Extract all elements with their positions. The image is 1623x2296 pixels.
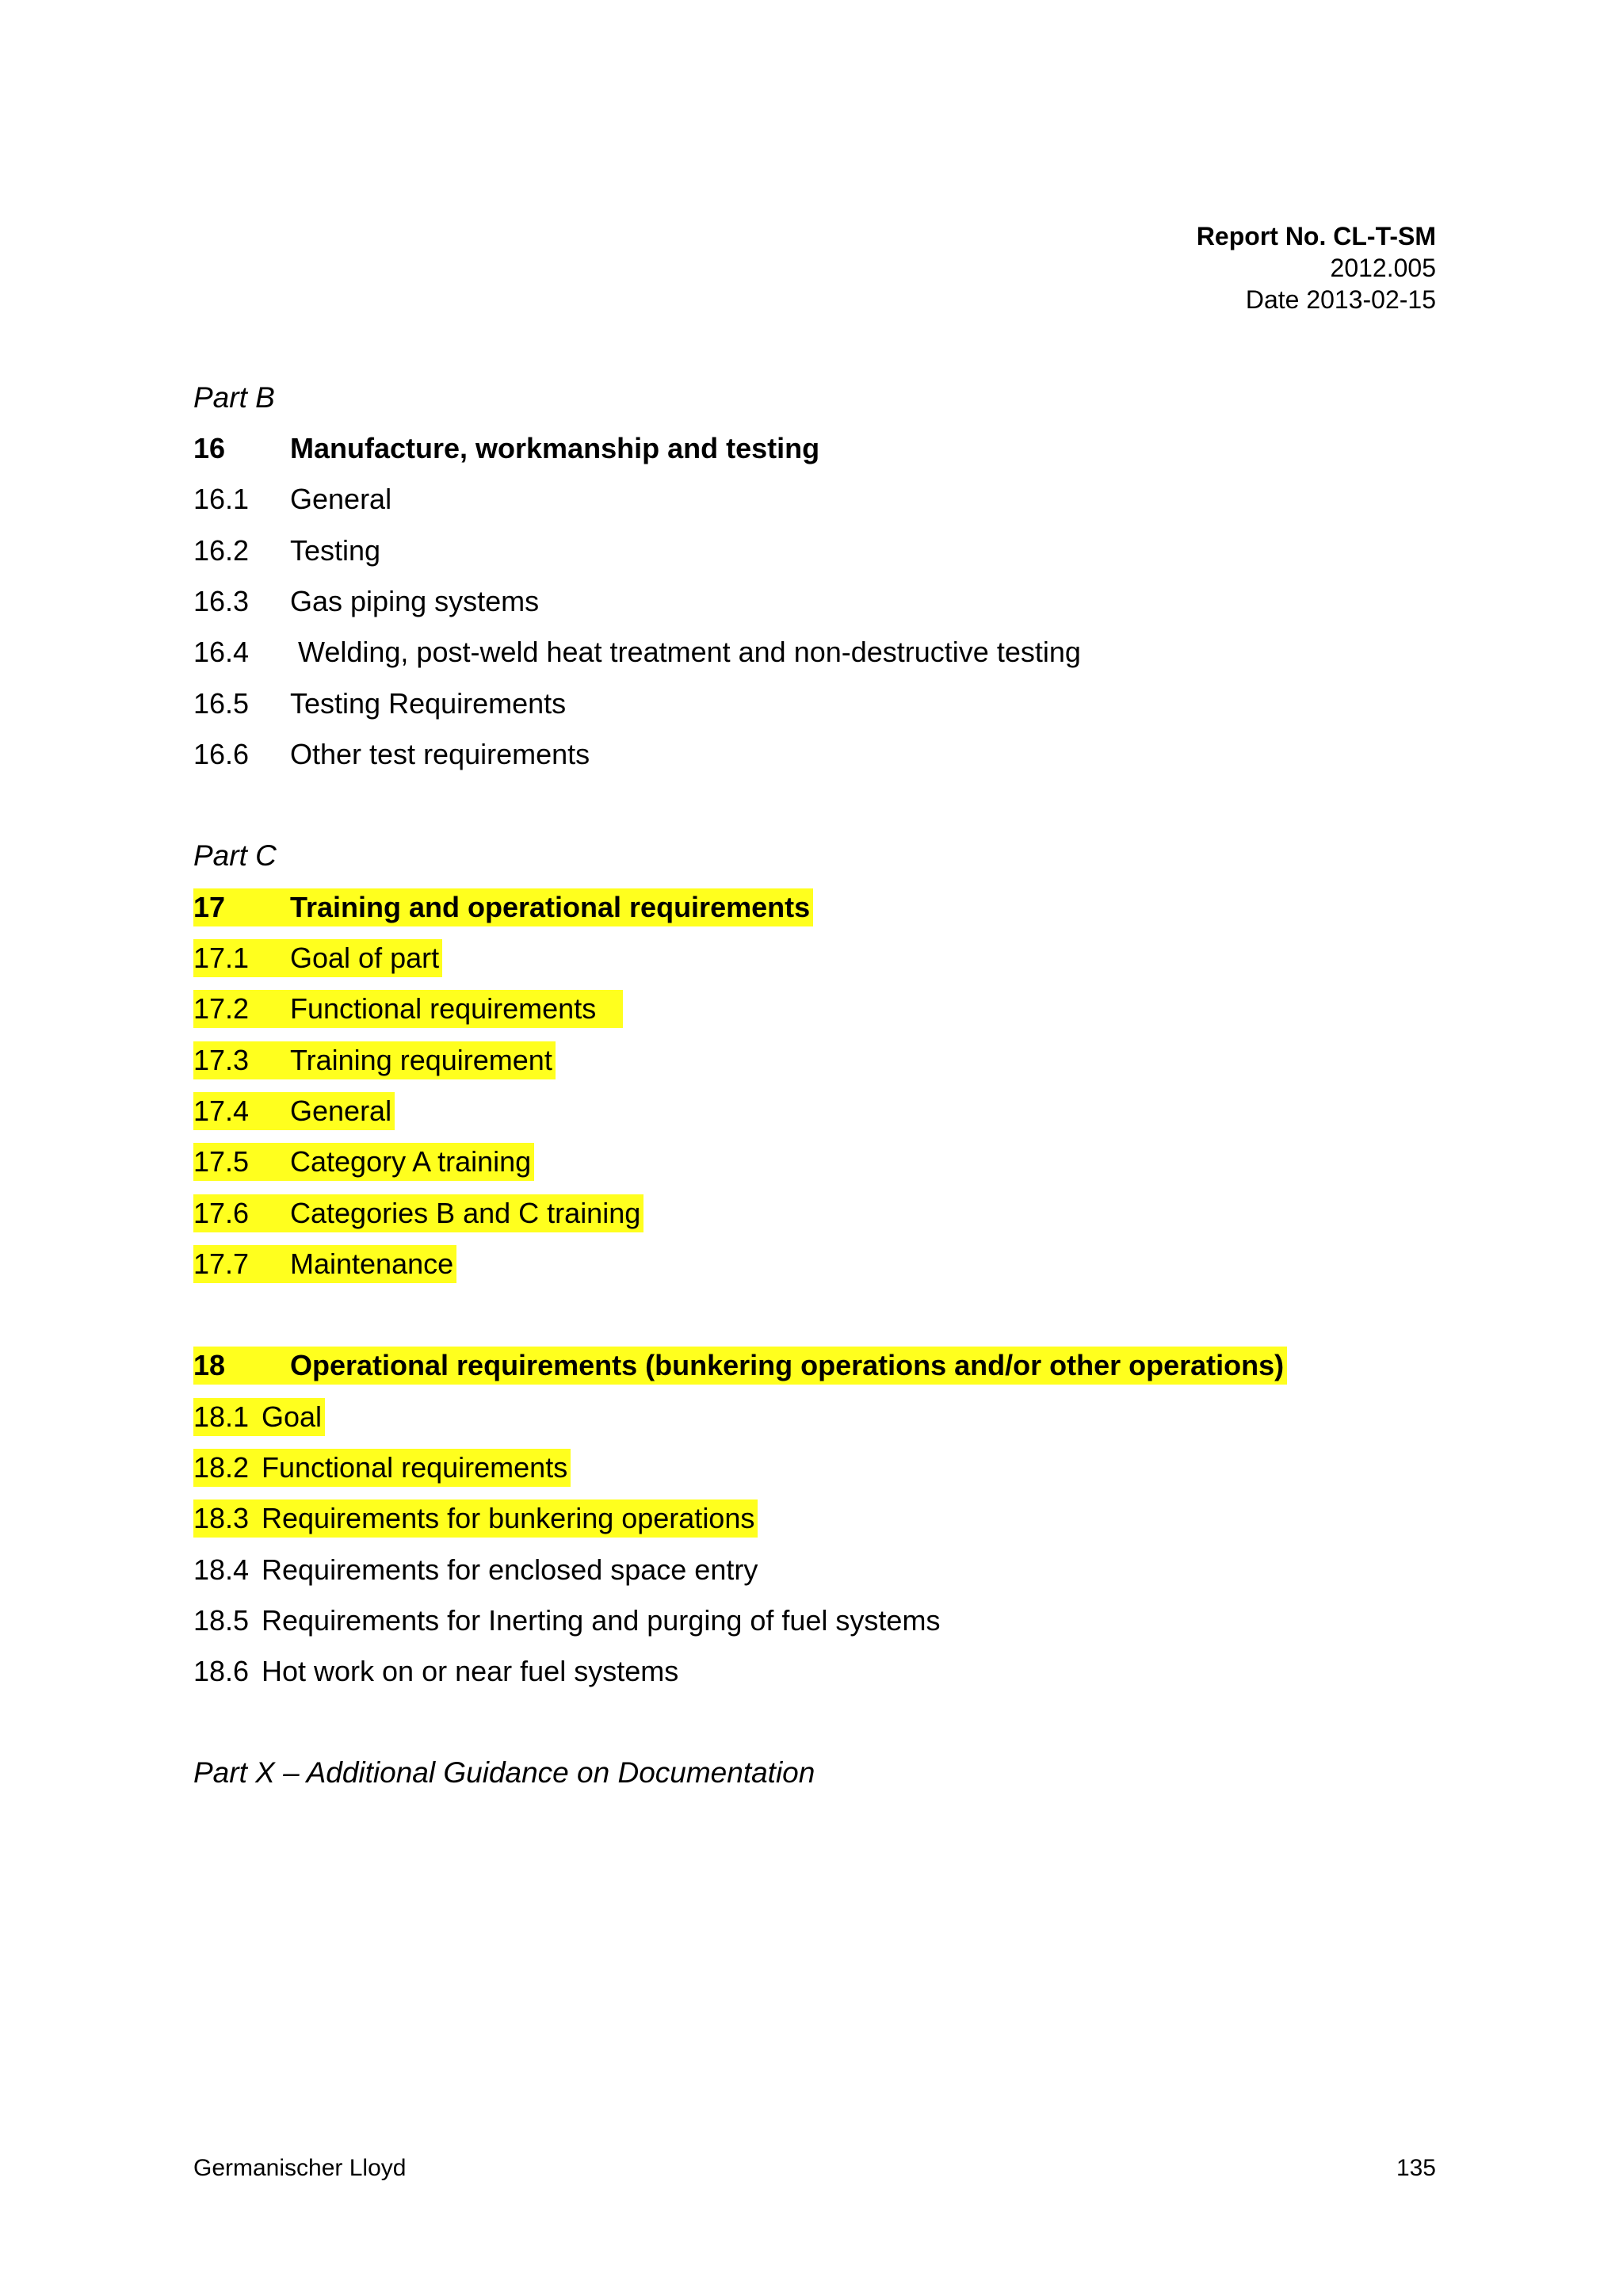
toc-number: 18.4 (193, 1553, 250, 1586)
report-number: 2012.005 (1330, 254, 1436, 282)
report-number-label: Report No. CL-T-SM (1196, 222, 1436, 250)
toc-item-18-5 (193, 1602, 940, 1640)
toc-title: Category A training (290, 1145, 532, 1178)
toc-item-16-3 (193, 583, 539, 621)
toc-title: Functional requirements (290, 992, 597, 1025)
toc-number: 17.5 (193, 1145, 250, 1178)
toc-title: Categories B and C training (290, 1197, 641, 1229)
part-b-heading: Part B (193, 381, 275, 414)
toc-number: 18.2 (193, 1451, 250, 1484)
toc-title: Training and operational requirements (290, 891, 811, 923)
toc-title: Goal of part (290, 942, 440, 974)
toc-title: Functional requirements (262, 1451, 568, 1484)
toc-number: 17.3 (193, 1044, 250, 1076)
toc-number: 17 (193, 891, 226, 923)
toc-item-16-5 (193, 685, 566, 723)
toc-number: 18.1 (193, 1400, 250, 1433)
toc-number: 18.6 (193, 1655, 250, 1687)
toc-item-17-5 (193, 1143, 534, 1181)
part-c-heading: Part C (193, 839, 277, 872)
toc-title: Goal (262, 1400, 323, 1433)
toc-title: Requirements for bunkering operations (262, 1502, 755, 1534)
toc-title: Training requirement (290, 1044, 552, 1076)
toc-number: 16.1 (193, 483, 250, 515)
toc-item-18-3 (193, 1499, 758, 1538)
toc-item-17-7 (193, 1245, 456, 1283)
toc-title: Requirements for enclosed space entry (262, 1553, 758, 1586)
toc-number: 17.1 (193, 942, 250, 974)
footer-company: Germanischer Lloyd (193, 2155, 407, 2181)
toc-number: 17.2 (193, 992, 250, 1025)
toc-item-18-1 (193, 1398, 325, 1436)
toc-item-17-2 (193, 990, 623, 1028)
toc-item-16-1 (193, 480, 391, 518)
toc-title: Hot work on or near fuel systems (262, 1655, 679, 1687)
toc-title: Welding, post-weld heat treatment and non-destructive testing (290, 636, 1081, 668)
toc-item-17 (193, 888, 813, 926)
toc-title: Manufacture, workmanship and testing (290, 432, 820, 464)
toc-item-18-4 (193, 1551, 758, 1589)
toc-number: 18.5 (193, 1604, 250, 1637)
toc-item-17-1 (193, 939, 442, 977)
part-x-heading: Part X – Additional Guidance on Documentation (193, 1756, 815, 1789)
toc-number: 17.6 (193, 1197, 250, 1229)
toc-title: Testing Requirements (290, 687, 567, 720)
toc-item-17-4 (193, 1092, 395, 1130)
toc-item-18-6 (193, 1652, 678, 1690)
toc-item-17-6 (193, 1194, 643, 1232)
toc-number: 17.4 (193, 1095, 250, 1127)
toc-title: Testing (290, 534, 381, 567)
toc-title: Operational requirements (bunkering operations and/or other operations) (290, 1349, 1285, 1381)
toc-number: 16.3 (193, 585, 250, 617)
toc-item-18 (193, 1347, 1287, 1385)
toc-number: 17.7 (193, 1247, 250, 1280)
toc-item-17-3 (193, 1041, 556, 1079)
toc-item-16-4 (193, 633, 1081, 671)
toc-number: 18 (193, 1349, 226, 1381)
report-header (1197, 220, 1436, 315)
toc-title: Maintenance (290, 1247, 454, 1280)
toc-item-18-2 (193, 1449, 571, 1487)
toc-number: 16.4 (193, 636, 250, 668)
toc-title: Requirements for Inerting and purging of fuel systems (262, 1604, 941, 1637)
report-date: Date 2013-02-15 (1245, 285, 1436, 314)
toc-title: Other test requirements (290, 738, 590, 770)
footer-page-number: 135 (1396, 2155, 1436, 2181)
toc-item-16-6 (193, 735, 590, 774)
toc-title: Gas piping systems (290, 585, 540, 617)
toc-number: 18.3 (193, 1502, 250, 1534)
toc-item-16 (193, 430, 819, 468)
toc-number: 16.2 (193, 534, 250, 567)
toc-title: General (290, 483, 392, 515)
toc-number: 16.5 (193, 687, 250, 720)
toc-item-16-2 (193, 532, 380, 570)
toc-number: 16.6 (193, 738, 250, 770)
toc-title: General (290, 1095, 392, 1127)
toc-number: 16 (193, 432, 226, 464)
